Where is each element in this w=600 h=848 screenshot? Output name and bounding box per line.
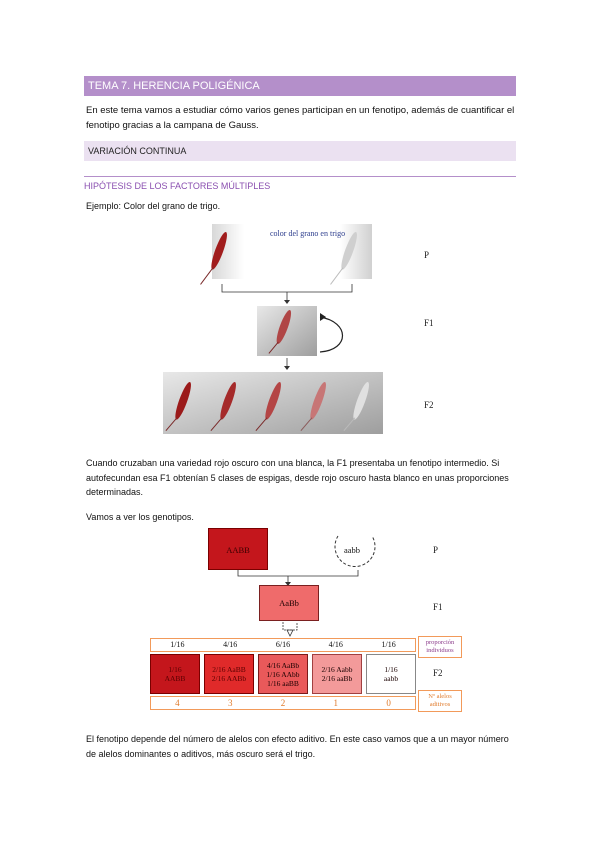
allele-count-cell: 4	[175, 698, 180, 708]
page-title: TEMA 7. HERENCIA POLIGÉNICA	[84, 76, 516, 96]
genotype-class-1	[312, 654, 362, 694]
class-line: 1/16	[384, 665, 398, 674]
proportion-cell: 6/16	[275, 640, 291, 649]
subsection-heading: HIPÓTESIS DE LOS FACTORES MÚLTIPLES	[84, 181, 271, 191]
genotype-class-row	[150, 654, 416, 694]
class-line: 4/16 AaBb	[266, 660, 300, 670]
class-line: 2/16 Aabb	[321, 665, 353, 674]
class-line: 1/16 aaBB	[267, 678, 299, 688]
parent-aabb-dominant	[208, 528, 268, 570]
gen-label-f1: F1	[424, 318, 434, 328]
proportions-row	[150, 638, 416, 652]
cross-paragraph: Cuando cruzaban una variedad rojo oscuro con una blanca, la F1 presentaba un fenotipo intermedio. Si autofecundan esa F1 obtenían 5 clases de espigas, desde rojo oscuro hasta blanco en unas proporciones determinadas.	[86, 458, 509, 497]
f2-arrow-icon	[280, 622, 300, 638]
fig2-gen-label-f2: F2	[433, 668, 443, 678]
alleles-row	[150, 696, 416, 710]
proportion-legend: proporción individuos	[418, 636, 462, 658]
class-line: 2/16 AABb	[211, 674, 247, 683]
fig2-gen-label-f1: F1	[433, 602, 443, 612]
proportion-cell: 4/16	[328, 640, 343, 649]
genotype-class-0	[366, 654, 416, 694]
alleles-legend: Nº alelos aditivos	[418, 690, 462, 712]
allele-count-cell: 1	[333, 698, 339, 708]
subsection-rule	[84, 176, 516, 177]
allele-count-cell: 0	[386, 698, 391, 708]
class-line: 1/16 AAbb	[266, 669, 300, 679]
section-heading: VARIACIÓN CONTINUA	[84, 141, 516, 161]
class-line: AABB	[164, 674, 186, 683]
parent-recessive-label: aabb	[344, 545, 361, 555]
genotype-class-4	[150, 654, 200, 694]
proportion-cell: 4/16	[223, 640, 238, 649]
class-line: 1/16	[168, 665, 182, 674]
allele-count-cell: 3	[227, 698, 233, 708]
conclusion-paragraph: El fenotipo depende del número de alelos con efecto aditivo. En este caso vamos que a un mayor número de alelos dominantes o aditivos, más oscuro será el trigo.	[86, 734, 509, 759]
gen-label-p: P	[424, 250, 430, 260]
self-cross-arrow	[320, 317, 343, 352]
allele-count-cell: 2	[280, 698, 286, 708]
f1-hybrid-box	[259, 585, 319, 621]
parent-dominant-label: AABB	[226, 545, 250, 555]
gen-label-f2: F2	[424, 400, 434, 410]
fig2-gen-label-p: P	[433, 545, 439, 555]
genotype-class-3	[204, 654, 254, 694]
example-line: Ejemplo: Color del grano de trigo.	[86, 201, 221, 211]
proportion-cell: 1/16	[381, 640, 396, 649]
proportion-cell: 1/16	[170, 640, 185, 649]
wheat-figure	[160, 222, 410, 442]
wheat-diagram	[160, 222, 410, 442]
genotype-class-2	[258, 654, 308, 694]
figure-caption: color del grano en trigo	[270, 229, 346, 238]
genotypes-line: Vamos a ver los genotipos.	[86, 512, 194, 522]
class-line: 2/16 AaBB	[212, 665, 246, 674]
class-line: aabb	[383, 674, 399, 683]
f1-hybrid-label: AaBb	[279, 598, 299, 608]
intro-paragraph: En este tema vamos a estudiar cómo varios genes participan en un fenotipo, además de cuantificar el fenotipo gracias a la campana de Gauss.	[86, 105, 515, 131]
class-line: 2/16 aaBb	[321, 674, 353, 683]
